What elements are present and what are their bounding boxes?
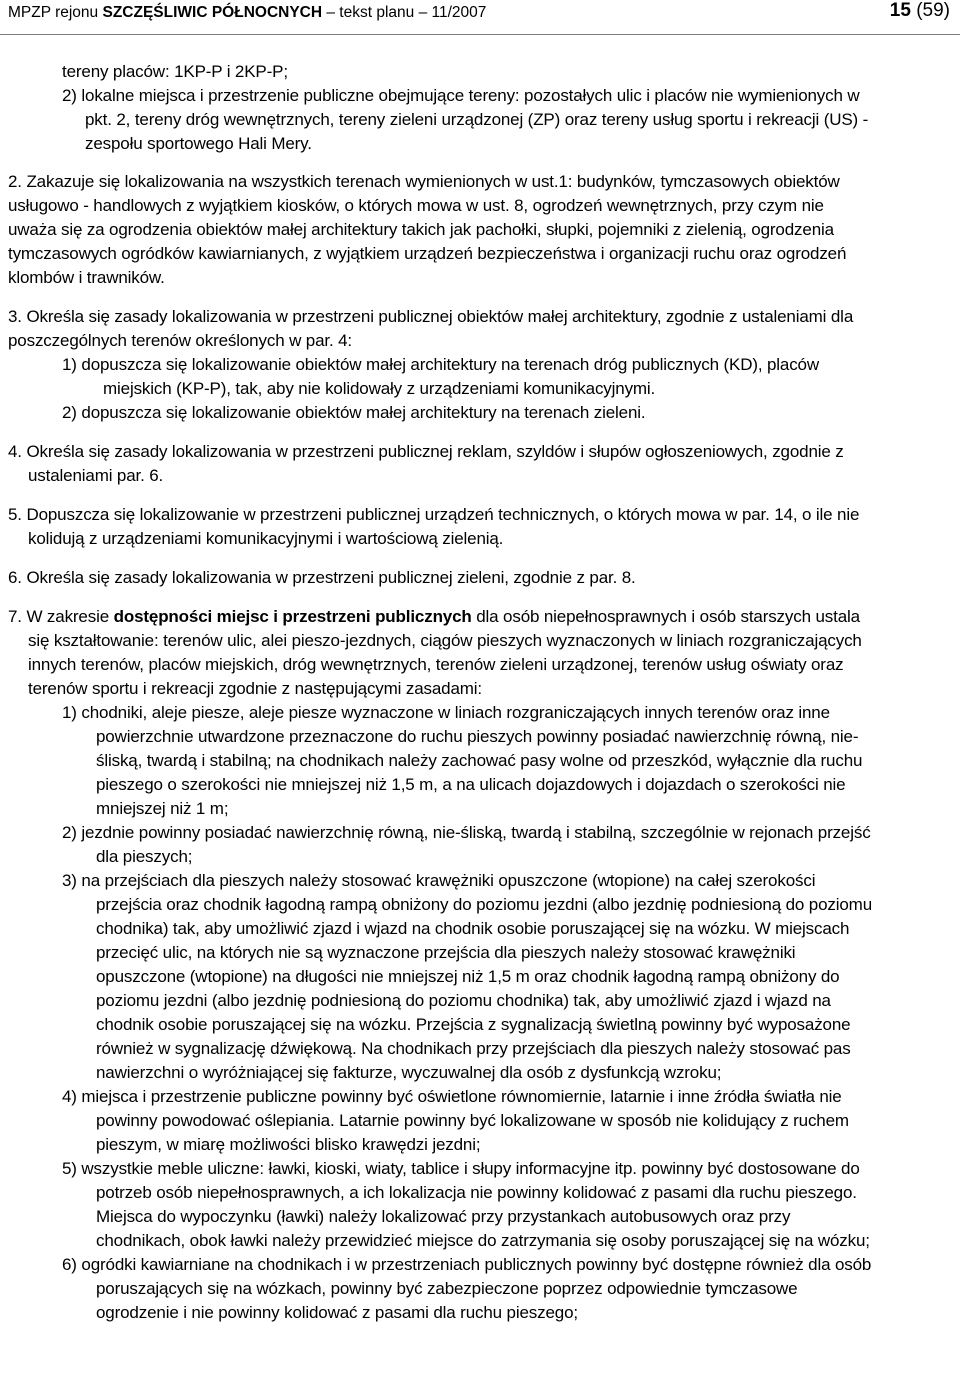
document-title <box>8 4 486 22</box>
text-line: 5. Dopuszcza się lokalizowanie w przestrzeni publicznej urządzeń technicznych, o których mowa w par. 14, o ile nie <box>8 505 860 524</box>
text-line: dla pieszych; <box>96 847 193 866</box>
text-line: powinny powodować oślepiania. Latarnie powinny być lokalizowane w sposób nie kolidujący z ruchem <box>96 1111 849 1130</box>
text-line: 3. Określa się zasady lokalizowania w przestrzeni publicznej obiektów małej architektury, zgodnie z ustaleniami dla <box>8 307 854 326</box>
text-line: 4. Określa się zasady lokalizowania w przestrzeni publicznej reklam, szyldów i słupów ogłoszeniowych, zgodnie z <box>8 442 844 461</box>
text-line: kolidują z urządzeniami komunikacyjnymi i wartościową zielenią. <box>28 529 504 548</box>
text-line: ustaleniami par. 6. <box>28 466 164 485</box>
text-line: Miejsca do wypoczynku (ławki) należy lokalizować przy przystankach autobusowych oraz przy <box>96 1207 791 1226</box>
text-line: chodnik osobie poruszającej się na wózku. Przejścia z sygnalizacją świetlną powinny być wyposażone <box>96 1015 851 1034</box>
text-line: tymczasowych ogródków kawiarnianych, z wyjątkiem urządzeń bezpieczeństwa i organizacji ruchu oraz ogrodzeń <box>8 244 847 263</box>
page-header <box>0 0 960 35</box>
text-line: śliską, twardą i stabilną; na chodnikach należy zachować pasy wolne od przeszkód, wyłącznie dla ruchu <box>96 751 863 770</box>
text-line: chodnikach, obok ławki należy przewidzieć miejsce do zatrzymania się osoby poruszającej się na wózku; <box>96 1231 870 1250</box>
text-line: potrzeb osób niepełnosprawnych, a ich lokalizacja nie powinny kolidować z pasami dla ruchu pieszego. <box>96 1183 857 1202</box>
text-line: nawierzchni o wyróżniającej się fakturze, wyczuwalnej dla osób z dysfunkcją wzroku; <box>96 1063 722 1082</box>
text-line: się kształtowanie: terenów ulic, alei pieszo-jezdnych, ciągów pieszych wyznaczonych w liniach rozgraniczających <box>28 631 862 650</box>
text-line: miejskich (KP-P), tak, aby nie kolidowały z urządzeniami komunikacyjnymi. <box>103 379 656 398</box>
text-line: usługowo - handlowych z wyjątkiem kiosków, o których mowa w ust. 8, ogrodzeń wewnętrznych, przy czym nie <box>8 196 824 215</box>
text-line: 6. Określa się zasady lokalizowania w przestrzeni publicznej zieleni, zgodnie z par. 8. <box>8 568 636 587</box>
text-line: 2. Zakazuje się lokalizowania na wszystkich terenach wymienionych w ust.1: budynków, tymczasowych obiektów <box>8 172 840 191</box>
text-line: 4) miejsca i przestrzenie publiczne powinny być oświetlone równomiernie, latarnie i inne źródła światła nie <box>62 1087 842 1106</box>
bold-phrase: dostępności miejsc i przestrzeni publicznych <box>113 607 472 626</box>
text-run: 7. W zakresie <box>8 607 114 626</box>
text-line: przejścia oraz chodnik łagodną rampą obniżony do poziomu jezdni (albo jezdnię podniesioną do poziomu <box>96 895 872 914</box>
title-suffix: – tekst planu – 11/2007 <box>322 4 487 21</box>
title-area: SZCZĘŚLIWIC PÓŁNOCNYCH <box>102 4 323 21</box>
text-line: poruszających się na wózkach, powinny być zabezpieczone poprzez odpowiednie tymczasowe <box>96 1279 798 1298</box>
text-line: pkt. 2, tereny dróg wewnętrznych, tereny zieleni urządzonej (ZP) oraz tereny usług sportu i rekreacji (US) - <box>85 110 869 129</box>
page-total: (59) <box>910 0 950 21</box>
text-line: zespołu sportowego Hali Mery. <box>85 134 312 153</box>
text-line: tereny placów: 1KP-P i 2KP-P; <box>62 62 288 81</box>
text-line: 6) ogródki kawiarniane na chodnikach i w przestrzeniach publicznych powinny być dostępne również dla osób <box>62 1255 872 1274</box>
text-line: poziomu jezdni (albo jezdnię podniesioną do poziomu chodnika) tak, aby umożliwić zjazd i wjazd na <box>96 991 831 1010</box>
page-current: 15 <box>889 0 911 21</box>
text-line: terenów sportu i rekreacji zgodnie z następującymi zasadami: <box>28 679 483 698</box>
text-line <box>8 605 860 628</box>
text-line: 2) jezdnie powinny posiadać nawierzchnię równą, nie-śliską, twardą i stabilną, szczególnie w rejonach przejść <box>62 823 871 842</box>
text-line: ogrodzenie i nie powinny kolidować z pasami dla ruchu pieszego; <box>96 1303 578 1322</box>
text-line: również w sygnalizację dźwiękową. Na chodnikach przy przejściach dla pieszych należy stosować pas <box>96 1039 851 1058</box>
title-prefix: MPZP rejonu <box>8 4 103 21</box>
text-line: przecięć ulic, na których nie są wyznaczone przejścia dla pieszych należy stosować krawężniki <box>96 943 796 962</box>
text-line: 2) lokalne miejsca i przestrzenie publiczne obejmujące tereny: pozostałych ulic i placów nie wymienionych w <box>62 86 860 105</box>
text-line: innych terenów, placów miejskich, dróg wewnętrznych, terenów zieleni urządzonej, terenów usług oświaty oraz <box>28 655 844 674</box>
text-run: dla osób niepełnosprawnych i osób starszych ustala <box>471 607 860 626</box>
text-line: mniejszej niż 1 m; <box>96 799 229 818</box>
text-line: uważa się za ogrodzenia obiektów małej architektury takich jak pachołki, słupki, pojemniki z zielenią, ogrodzenia <box>8 220 834 239</box>
text-line: 1) dopuszcza się lokalizowanie obiektów małej architektury na terenach dróg publicznych (KD), placów <box>62 355 819 374</box>
text-line: 5) wszystkie meble uliczne: ławki, kioski, wiaty, tablice i słupy informacyjne itp. powinny być dostosowane do <box>62 1159 860 1178</box>
text-line: 2) dopuszcza się lokalizowanie obiektów małej architektury na terenach zieleni. <box>62 403 646 422</box>
text-line: opuszczone (wtopione) na długości nie mniejszej niż 1,5 m oraz chodnik łagodną rampą obniżony do <box>96 967 840 986</box>
text-line: klombów i trawników. <box>8 268 165 287</box>
page-number <box>890 0 950 22</box>
text-line: powierzchnie utwardzone przeznaczone do ruchu pieszych powinny posiadać nawierzchnię równą, nie- <box>96 727 859 746</box>
text-line: pieszym, w miarę możliwości blisko krawędzi jezdni; <box>96 1135 481 1154</box>
text-line: chodnika) tak, aby umożliwić zjazd i wjazd na chodnik osobie poruszającej się na wózku. W miejscach <box>96 919 850 938</box>
text-line: pieszego o szerokości nie mniejszej niż 1,5 m, a na ulicach dojazdowych i dojazdach o szerokości nie <box>96 775 846 794</box>
text-line: poszczególnych terenów określonych w par. 4: <box>8 331 352 350</box>
text-line: 3) na przejściach dla pieszych należy stosować krawężniki opuszczone (wtopione) na całej szerokości <box>62 871 816 890</box>
text-line: 1) chodniki, aleje piesze, aleje piesze wyznaczone w liniach rozgraniczających innych terenów oraz inne <box>62 703 830 722</box>
